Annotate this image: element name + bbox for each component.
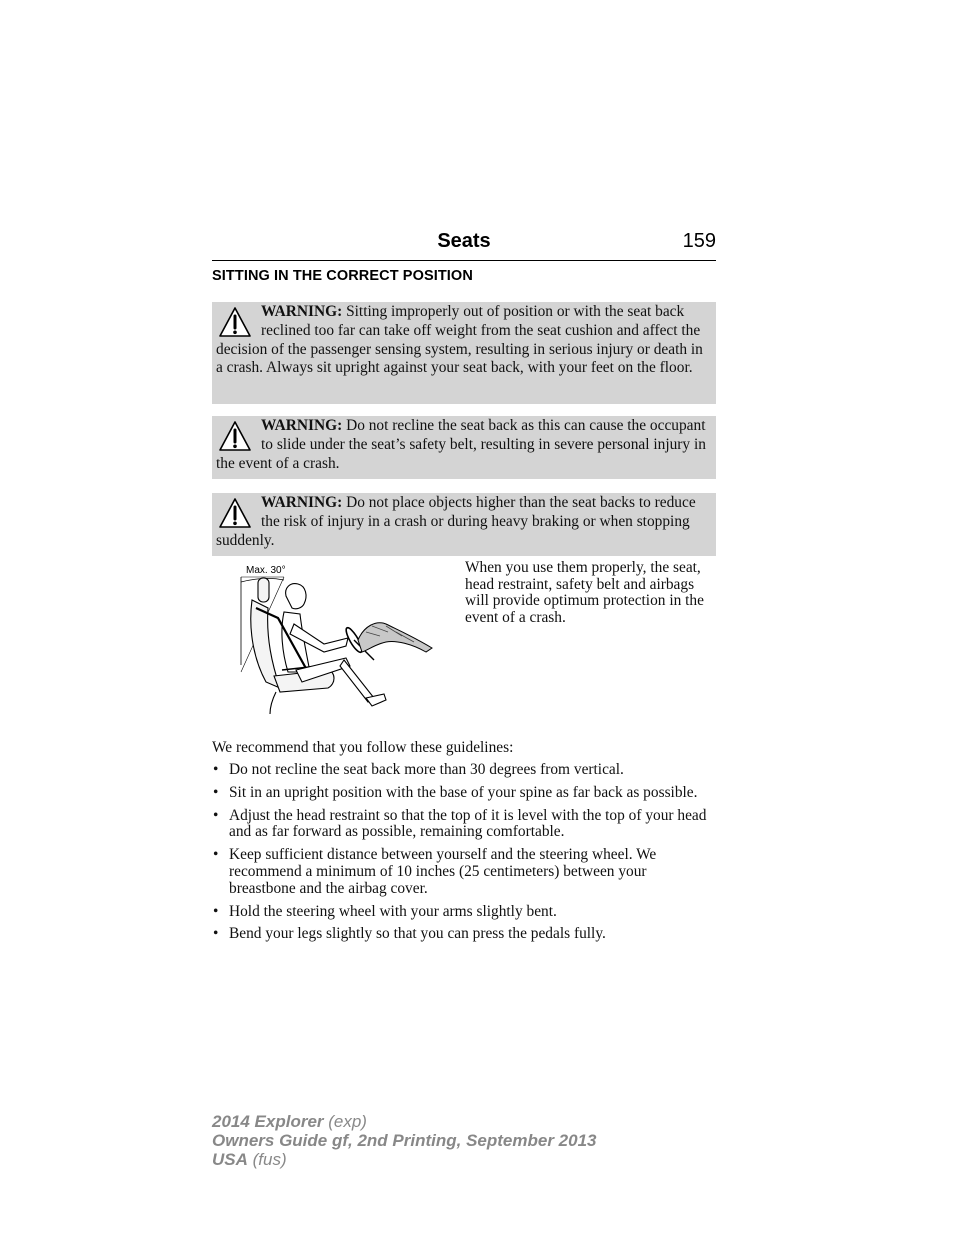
warning-text: Sitting improperly out of position or with the seat back reclined too far can take off weight from the seat cushion and affect the decision of the passenger sensing system, resulting in serious injury or death in a crash. Always sit upright against your seat back, with your feet on the floor. <box>216 303 703 377</box>
page-footer <box>212 1112 596 1169</box>
footer-model: 2014 Explorer <box>212 1112 324 1131</box>
bullet-icon: • <box>213 761 219 778</box>
list-item: • Bend your legs slightly so that you can press the pedals fully. <box>213 925 606 943</box>
footer-guide: Owners Guide gf, 2nd Printing, September 2013 <box>212 1131 597 1150</box>
warning-triangle-icon <box>218 419 252 453</box>
list-item: • Hold the steering wheel with your arms slightly bent. <box>213 902 557 920</box>
bullet-icon: • <box>213 806 219 824</box>
warning-label: WARNING: <box>261 494 343 511</box>
list-item: • Adjust the head restraint so that the top of it is level with the top of your head and as far forward as possible, remaining comfortable. <box>213 806 707 841</box>
footer-market-code: (fus) <box>247 1150 287 1169</box>
warning-triangle-icon <box>218 305 252 339</box>
guidelines-list <box>212 762 716 949</box>
page-header <box>212 228 716 261</box>
page-number: 159 <box>682 230 716 252</box>
angle-label: Max. 30° <box>246 565 286 576</box>
list-item: • Sit in an upright position with the base of your spine as far back as possible. <box>213 783 698 801</box>
warning-box-3 <box>212 493 716 556</box>
footer-model-code: (exp) <box>323 1112 367 1131</box>
chapter-title: Seats <box>437 230 491 252</box>
bullet-icon: • <box>213 846 219 864</box>
warning-box-2 <box>212 416 716 479</box>
warning-triangle-icon <box>218 496 252 530</box>
warning-label: WARNING: <box>261 303 343 320</box>
bullet-icon: • <box>213 925 219 943</box>
warning-text: Do not recline the seat back as this can cause the occupant to slide under the seat’s safety belt, resulting in severe personal injury in the event of a crash. <box>216 417 706 472</box>
figure-caption-text: When you use them properly, the seat, head restraint, safety belt and airbags will provide optimum protection in the event of a crash. <box>465 559 704 626</box>
footer-market: USA <box>212 1150 248 1169</box>
guidelines-intro: We recommend that you follow these guidelines: <box>212 739 514 756</box>
warning-box-1 <box>212 302 716 404</box>
list-item: • Do not recline the seat back more than 30 degrees from vertical. <box>213 761 624 778</box>
seating-position-illustration <box>236 560 436 718</box>
bullet-icon: • <box>213 902 219 920</box>
seated-driver-drawing <box>236 560 436 718</box>
section-title: SITTING IN THE CORRECT POSITION <box>212 268 473 284</box>
bullet-icon: • <box>213 783 219 801</box>
list-item: • Keep sufficient distance between yourself and the steering wheel. We recommend a minimum of 10 inches (25 centimeters) between your breastbone and the airbag cover. <box>213 846 657 897</box>
warning-text: Do not place objects higher than the seat backs to reduce the risk of injury in a crash or during heavy braking or when stopping suddenly. <box>216 494 696 549</box>
warning-label: WARNING: <box>261 417 343 434</box>
